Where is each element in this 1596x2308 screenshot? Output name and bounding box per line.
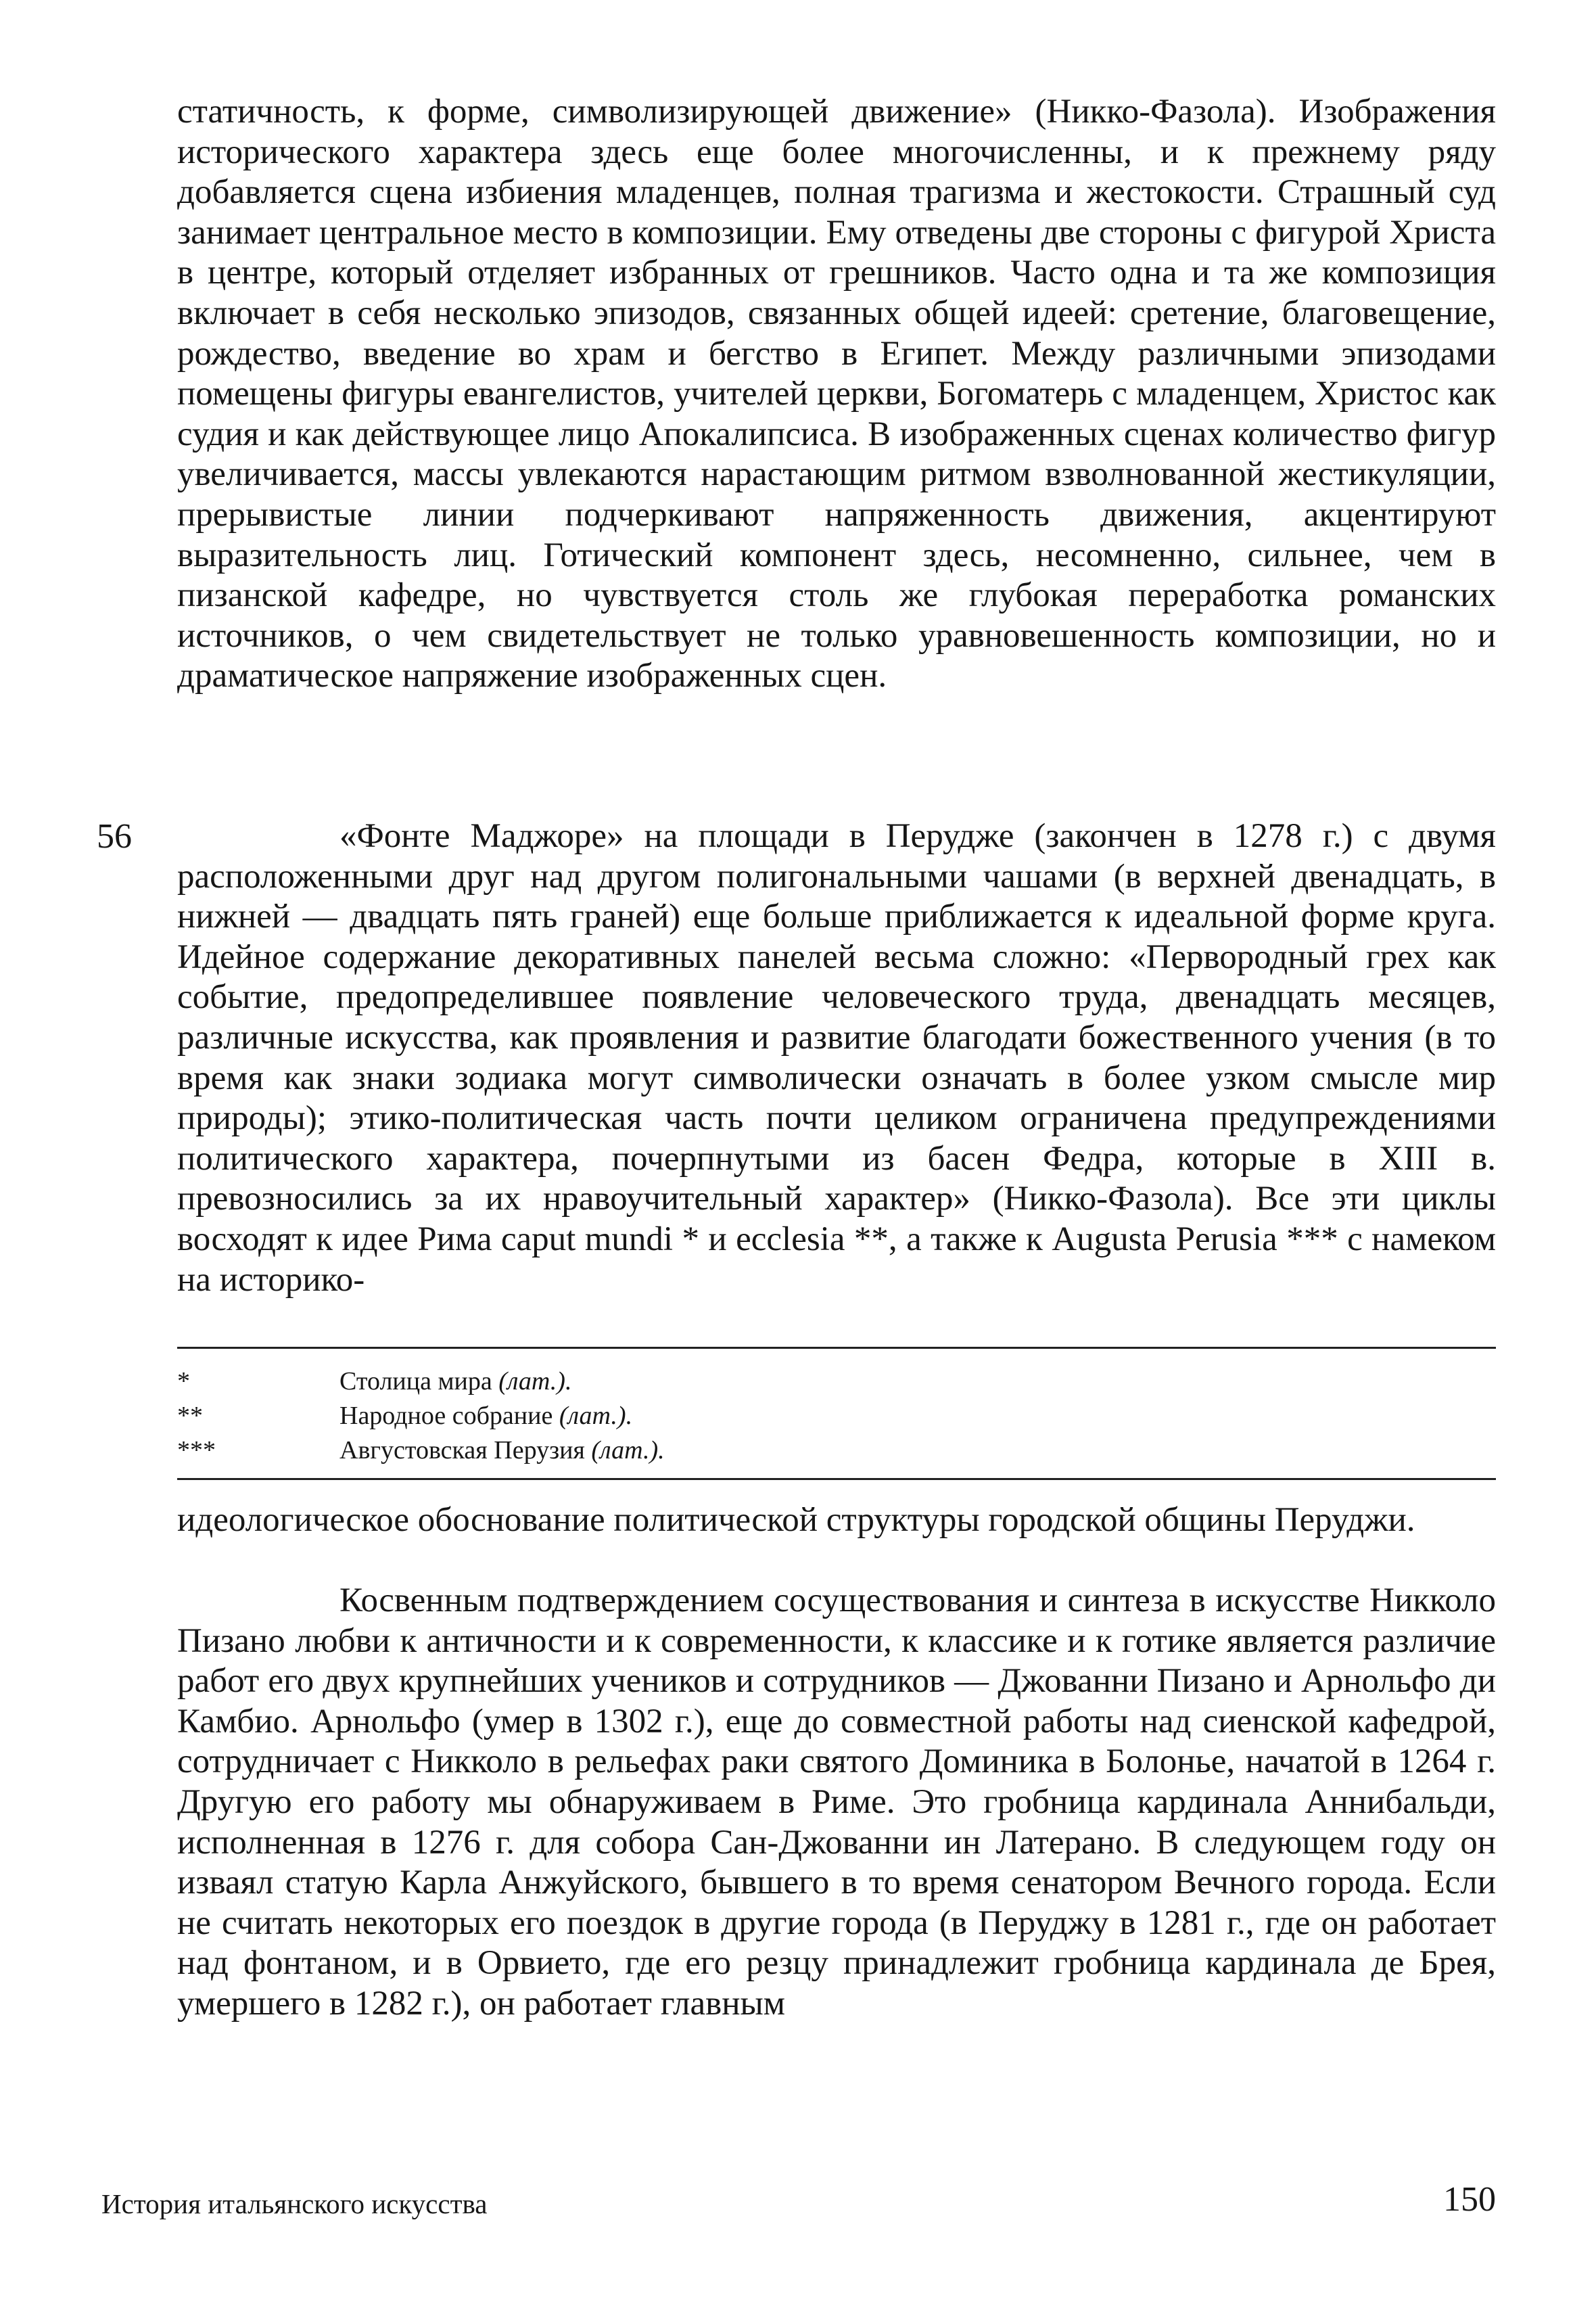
footnote-text	[339, 1366, 571, 1396]
page-number: 150	[1443, 2180, 1496, 2219]
footnote-text	[339, 1435, 665, 1465]
footnote-language: (лат.).	[591, 1436, 665, 1464]
footnote-language: (лат.).	[559, 1402, 633, 1430]
running-footer-title: История итальянского искусства	[101, 2188, 488, 2219]
body-paragraph-1: статичность, к форме, символизирующей движение» (Никко-Фазола). Изображения исторического характера здесь еще более многочисленны, и к прежнему ряду добавляется сцена избиения младенцев, полная трагизма и жестокости. Страшный суд занимает центральное место в композиции. Ему отведены две стороны с фигурой Христа в центре, который отделяет избранных от грешников. Часто одна и та же композиция включает в себя несколько эпизодов, связанных общей идеей: сретение, благовещение, рождество, введение во храм и бегство в Египет. Между различными эпизодами помещены фигуры евангелистов, учителей церкви, Богоматерь с младенцем, Христос как судия и как действующее лицо Апокалипсиса. В изображенных сценах количество фигур увеличивается, массы увлекаются нарастающим ритмом взволнованной жестикуляции, прерывистые линии подчеркивают напряженность движения, акцентируют выразительность лиц. Готический компонент здесь, несомненно, сильнее, чем в пизанской кафедре, но чувствуется столь же глубокая переработка романских источников, о чем свидетельствует не только уравновешенность композиции, но и драматическое напряжение изображенных сцен.	[177, 93, 1496, 695]
footnote-translation: Народное собрание	[339, 1402, 553, 1430]
body-paragraph-2: «Фонте Маджоре» на площади в Перудже (закончен в 1278 г.) с двумя расположенными друг над другом полигональными чашами (в верхней двенадцать, в нижней — двадцать пять граней) еще больше приближается к идеальной форме круга. Идейное содержание декоративных панелей весьма сложно: «Первородный грех как событие, предопределившее появление человеческого труда, двенадцать месяцев, различные искусства, как проявления и развитие благодати божественного учения (в то время как знаки зодиака могут символически означать в более узком смысле мир природы); этико-политическая часть почти целиком ограничена предупреждениями политического характера, почерпнутыми из басен Федра, которые в XIII в. превозносились за их нравоучительный характер» (Никко-Фазола). Все эти циклы восходят к идее Рима caput mundi * и ecclesia **, а также к Augusta Perusia *** с намеком на историко-	[177, 817, 1496, 1299]
footnote-language: (лат.).	[498, 1367, 572, 1395]
footnote-divider-top	[177, 1347, 1496, 1349]
footnote-mark: **	[177, 1402, 203, 1430]
footnote-text	[339, 1401, 632, 1431]
body-paragraph-3: идеологическое обоснование политической структуры городской общины Перуджи.	[177, 1501, 1415, 1539]
footnote-translation: Августовская Перузия	[339, 1436, 585, 1464]
footnote-translation: Столица мира	[339, 1367, 492, 1395]
margin-illustration-number: 56	[97, 817, 132, 856]
footnote-mark: ***	[177, 1436, 216, 1464]
footnote-mark: *	[177, 1367, 190, 1395]
footnote-divider-bottom	[177, 1478, 1496, 1480]
body-paragraph-4: Косвенным подтверждением сосуществования и синтеза в искусстве Никколо Пизано любви к античности и к современности, к классике и к готике является различие работ его двух крупнейших учеников и сотрудников — Джованни Пизано и Арнольфо ди Камбио. Арнольфо (умер в 1302 г.), еще до совместной работы над сиенской кафедрой, сотрудничает с Никколо в рельефах раки святого Доминика в Болонье, начатой в 1264 г. Другую его работу мы обнаруживаем в Риме. Это гробница кардинала Аннибальди, исполненная в 1276 г. для собора Сан-Джованни ин Латерано. В следующем году он изваял статую Карла Анжуйского, бывшего в то время сенатором Вечного города. Если не считать некоторых его поездок в другие города (в Перуджу в 1281 г., где он работает над фонтаном, и в Орвието, где его резцу принадлежит гробница кардинала де Брея, умершего в 1282 г.), он работает главным	[177, 1582, 1496, 2023]
